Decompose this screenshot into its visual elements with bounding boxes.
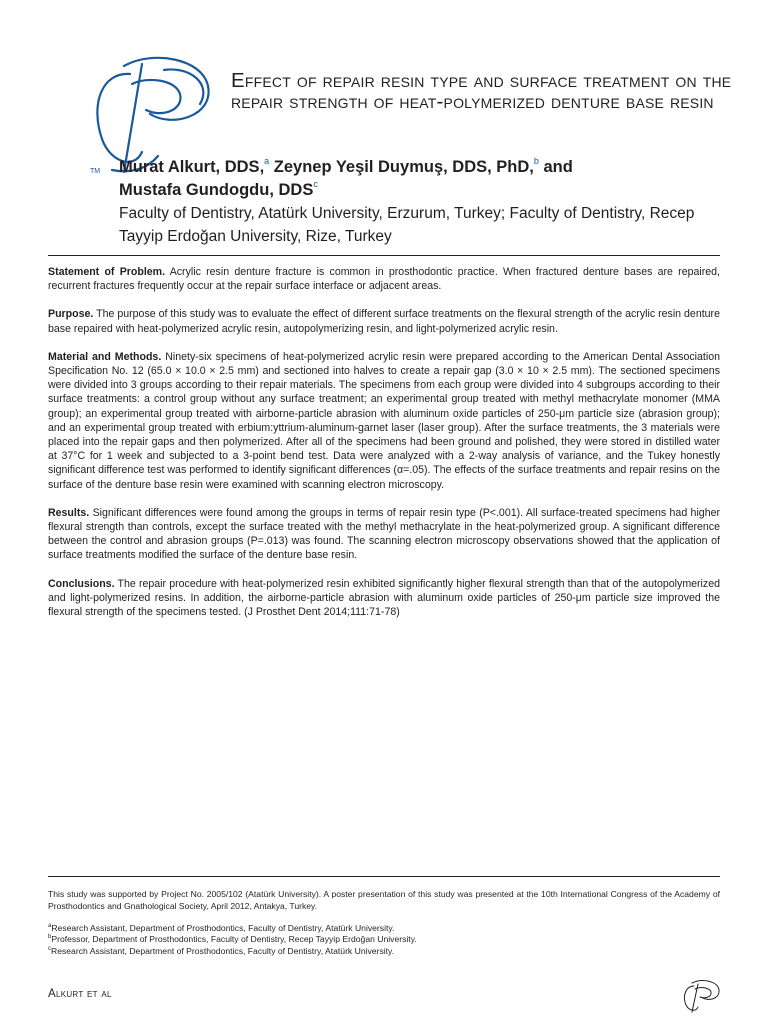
author-name: Mustafa Gundogdu, DDS [119, 181, 314, 199]
section-heading: Conclusions. [48, 577, 115, 590]
authors-conjunction: and [543, 158, 573, 176]
affiliation-marker: c [313, 179, 318, 189]
section-text: Significant differences were found among the groups in terms of repair resin type (P<.001). All surface-treated specimens had higher flexural strength than controls, except the surface treated with the methyl methacrylate in the heat-polymerized group. A significant difference between the control and abrasion groups (P=.013) was found. The scanning electron microscopy observations showed that the application of surface treatments modified the surface of the denture base resin. [48, 506, 720, 562]
section-text: The purpose of this study was to evaluate the effect of different surface treatments on the flexural strength of the acrylic resin denture base repaired with heat-polymerized acrylic resin, autopolymerizing resin, and light-polymerized acrylic resin. [48, 308, 720, 335]
trademark-label: TM [90, 168, 101, 175]
author-affiliation: Faculty of Dentistry, Atatürk University, Erzurum, Turkey; Faculty of Dentistry, Recep Tayyip Erdoğan University, Rize, Turkey [119, 205, 695, 245]
abstract-section-purpose [48, 307, 720, 335]
affiliation-marker: b [533, 156, 539, 166]
author-list [119, 156, 739, 202]
footer-logo-icon [676, 978, 722, 1014]
section-text: The repair procedure with heat-polymerized resin exhibited significantly higher flexural strength than that of the autopolymerized and light-polymerized resins. In addition, the airborne-particle abrasion with aluminum oxide particles of 250-μm particle size improved the flexural strength of the specimens tested. (J Prosthet Dent 2014;111:71-78) [48, 577, 720, 619]
abstract-section-conclusions [48, 577, 720, 620]
footnote [48, 934, 720, 946]
footnote-divider [48, 876, 720, 877]
footnote-text: Professor, Department of Prosthodontics, Faculty of Dentistry, Recep Tayyip Erdoğan University. [51, 934, 417, 945]
article-title: Effect of repair resin type and surface treatment on the repair strength of heat-polymerized denture base resin [231, 69, 732, 113]
section-text: Acrylic resin denture fracture is common in prosthodontic practice. When fractured denture bases are repaired, recurrent fractures frequently occur at the repair surface interface or adjacent areas. [48, 266, 720, 293]
header-divider [48, 255, 720, 256]
footnote-marker: b [48, 934, 52, 941]
footnote-text: Research Assistant, Department of Prosthodontics, Faculty of Dentistry, Atatürk University. [51, 946, 395, 957]
footnote-marker: a [48, 922, 52, 929]
running-head: Alkurt et al [48, 988, 112, 1000]
abstract-section-problem [48, 265, 720, 293]
abstract-section-methods [48, 350, 720, 492]
abstract-section-results [48, 506, 720, 563]
section-heading: Purpose. [48, 308, 94, 321]
section-heading: Statement of Problem. [48, 266, 166, 278]
section-heading: Results. [48, 506, 90, 519]
footnote-marker: c [48, 946, 51, 953]
author-name: Zeynep Yeşil Duymuş, DDS, PhD, [273, 158, 534, 176]
footnote [48, 946, 720, 958]
section-heading: Material and Methods. [48, 350, 162, 363]
affiliation-marker: a [264, 156, 270, 166]
funding-note: This study was supported by Project No. 2005/102 (Atatürk University). A poster presentation of this study was presented at the 10th International Congress of the Academy of Prosthodontics and Gnathological Society, April 2012, Antakya, Turkey. [48, 889, 720, 911]
footnote-text: Research Assistant, Department of Prosthodontics, Faculty of Dentistry, Atatürk University. [51, 922, 395, 933]
section-text: Ninety-six specimens of heat-polymerized acrylic resin were prepared according to the American Dental Association Specification No. 12 (65.0 × 10.0 × 2.5 mm) and sectioned into halves to create a repair gap (3.0 × 10 × 2.5 mm). The sectioned specimens were divided into 3 groups according to their repair materials. The specimens from each group were divided into 4 subgroups according to their surface treatments: a control group without any surface treatment; an experimental group treated with methyl methacrylate monomer (MMA group); an experimental group treated with airborne-particle abrasion with aluminum oxide particles of 250-μm particle size (abrasion group); and an experimental group treated with erbium:yttrium-aluminum-garnet laser (laser group). After the surface treatments, the 3 materials were placed into the repair gaps and then polymerized. After all of the specimens had been ground and polished, they were stored in distilled water at 37°C for 1 week and subjected to a 3-point bend test. Data were analyzed with a 2-way analysis of variance, and the Tukey honestly significant difference test was performed to identify significant differences (α=.05). The effects of the surface treatments and repair resins on the surface of the denture base resin were examined with scanning electron microscopy. [48, 350, 720, 491]
abstract [48, 265, 720, 633]
footnotes [48, 889, 720, 958]
author-name: Murat Alkurt, DDS, [119, 158, 265, 176]
footnote [48, 923, 720, 935]
